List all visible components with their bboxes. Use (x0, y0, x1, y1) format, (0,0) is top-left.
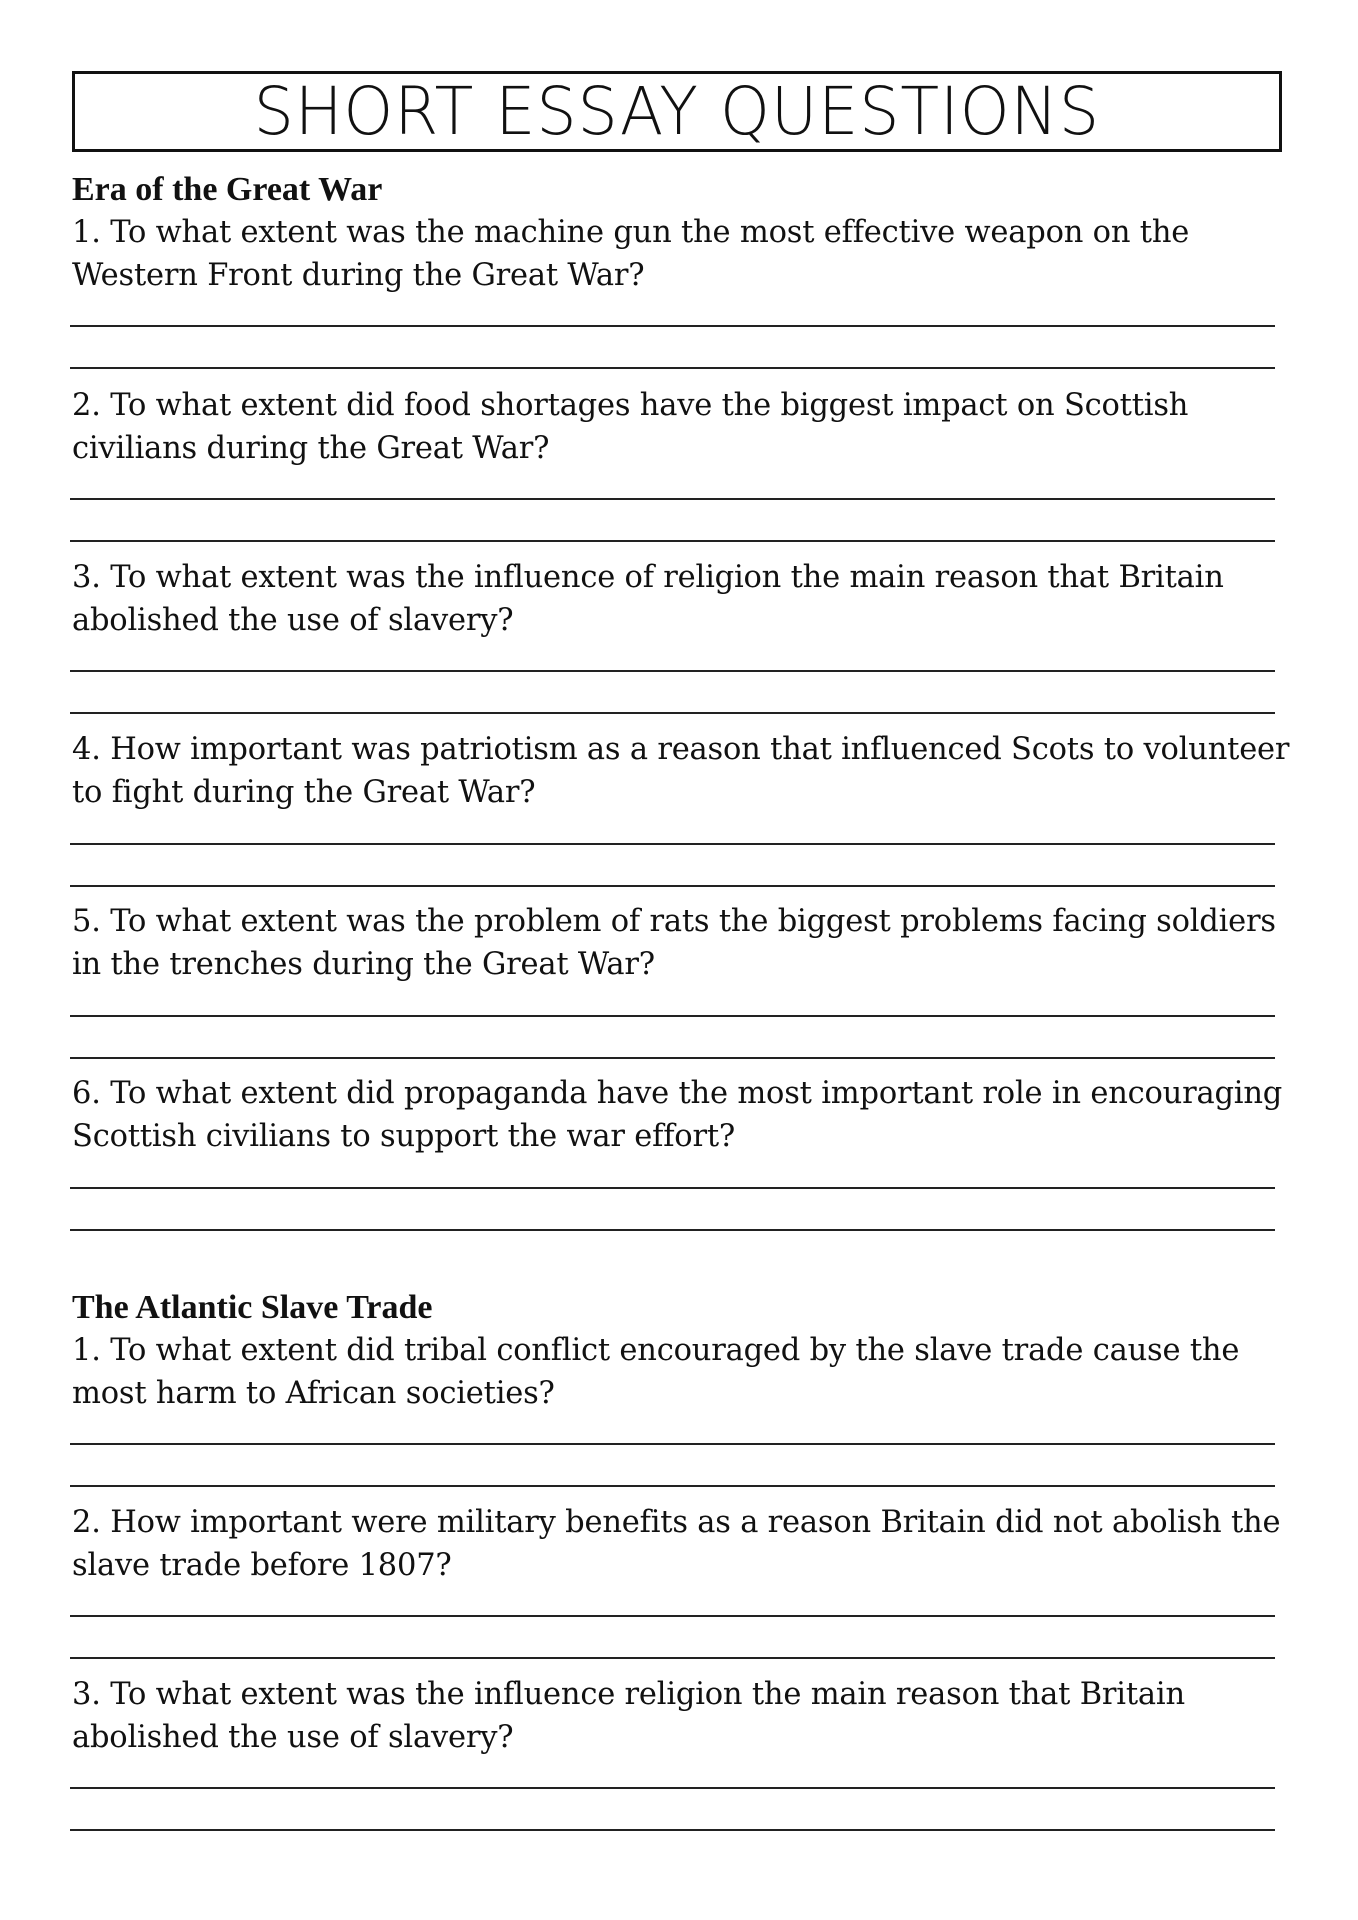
answer-line[interactable] (70, 1787, 1275, 1789)
answer-line[interactable] (70, 1187, 1275, 1189)
section-heading-slave-trade: The Atlantic Slave Trade (72, 1289, 433, 1326)
question-great-war-6: 6. To what extent did propaganda have the most important role in encouraging Scottish civilians to support the war effort? (72, 1076, 1283, 1154)
answer-line[interactable] (70, 712, 1275, 714)
answer-line[interactable] (70, 1657, 1275, 1659)
question-great-war-1: 1. To what extent was the machine gun the most effective weapon on the Western Front during the Great War? (72, 215, 1190, 293)
answer-line[interactable] (70, 1615, 1275, 1617)
answer-line[interactable] (70, 670, 1275, 672)
answer-line[interactable] (70, 1057, 1275, 1059)
question-slave-trade-3: 3. To what extent was the influence religion the main reason that Britain abolished the use of slavery? (72, 1677, 1185, 1755)
answer-line[interactable] (70, 885, 1275, 887)
answer-line[interactable] (70, 1485, 1275, 1487)
question-slave-trade-1: 1. To what extent did tribal conflict encouraged by the slave trade cause the most harm to African societies? (72, 1333, 1240, 1411)
answer-line[interactable] (70, 1443, 1275, 1445)
answer-line[interactable] (70, 367, 1275, 369)
page-title: SHORT ESSAY QUESTIONS (253, 72, 1101, 150)
answer-line[interactable] (70, 1229, 1275, 1231)
answer-line[interactable] (70, 843, 1275, 845)
question-slave-trade-2: 2. How important were military benefits as a reason Britain did not abolish the slave trade before 1807? (72, 1505, 1281, 1583)
answer-line[interactable] (70, 498, 1275, 500)
answer-line[interactable] (70, 1829, 1275, 1831)
title-box (72, 71, 1282, 152)
answer-line[interactable] (70, 325, 1275, 327)
section-heading-great-war: Era of the Great War (72, 171, 383, 208)
question-great-war-2: 2. To what extent did food shortages have the biggest impact on Scottish civilians during the Great War? (72, 388, 1189, 466)
answer-line[interactable] (70, 1015, 1275, 1017)
answer-line[interactable] (70, 540, 1275, 542)
question-great-war-3: 3. To what extent was the influence of religion the main reason that Britain abolished the use of slavery? (72, 560, 1224, 638)
question-great-war-4: 4. How important was patriotism as a reason that influenced Scots to volunteer to fight during the Great War? (72, 732, 1290, 810)
question-great-war-5: 5. To what extent was the problem of rats the biggest problems facing soldiers in the trenches during the Great War? (72, 904, 1276, 982)
